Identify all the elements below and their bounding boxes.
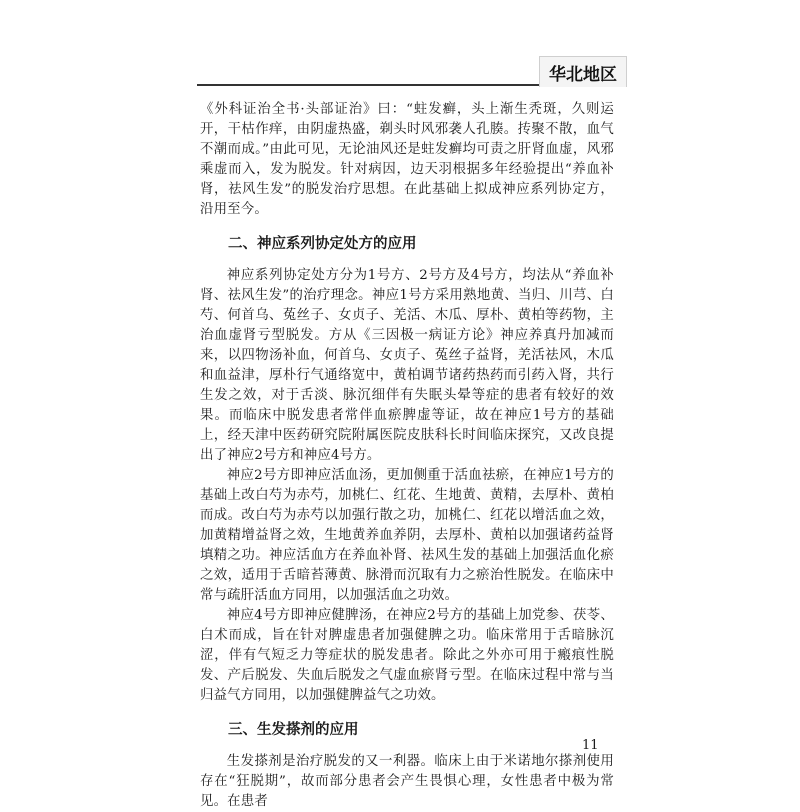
page-number: 11: [582, 738, 599, 753]
section-heading-2: 二、神应系列协定处方的应用: [228, 236, 417, 252]
section-heading-3: 三、生发搽剂的应用: [228, 722, 359, 738]
region-tag: 华北地区: [539, 56, 627, 87]
paragraph-formula-4: 神应4号方即神应健脾汤，在神应2号方的基础上加党参、茯苓、白术而成，旨在针对脾虚患者加强健脾之功。临床常用于舌暗脉沉涩，伴有气短乏力等症状的脱发患者。除此之外亦可用于瘢痕性脱发、产后脱发、失血后脱发之气虚血瘀肾亏型。在临床过程中常与当归益气方同用，以加强健脾益气之功效。: [200, 608, 614, 703]
paragraph-formula-overview: 神应系列协定处方分为1号方、2号方及4号方，均法从“养血补肾、祛风生发”的治疗理念。神应1号方采用熟地黄、当归、川芎、白芍、何首乌、菟丝子、女贞子、羌活、木瓜、厚朴、黄柏等药物，主治血虚肾亏型脱发。方从《三因极一病证方论》神应养真丹加减而来，以四物汤补血，何首乌、女贞子、菟丝子益肾，羌活祛风，木瓜和血益津，厚朴行气通络宽中，黄柏调节诸药热药而引药入肾，共行生发之效，对于舌淡、脉沉细伴有失眠头晕等症的患者有较好的效果。而临床中脱发患者常伴血瘀脾虚等证，故在神应1号方的基础上，经天津中医药研究院附属医院皮肤科长时间临床探究，又改良提出了神应2号方和神应4号方。: [200, 268, 614, 463]
running-header: [197, 58, 627, 86]
page-body: [200, 100, 614, 812]
paragraph-lotion: 生发搽剂是治疗脱发的又一利器。临床上由于米诺地尔搽剂使用存在“狂脱期”，故而部分患者会产生畏惧心理，女性患者中极为常见。在患者: [200, 754, 614, 809]
paragraph-formula-2: 神应2号方即神应活血汤，更加侧重于活血祛瘀，在神应1号方的基础上改白芍为赤芍，加桃仁、红花、生地黄、黄精，去厚朴、黄柏而成。改白芍为赤芍以加强行散之功，加桃仁、红花以增活血之效，加黄精增益肾之效，生地黄养血养阴，去厚朴、黄柏以加强诸药益肾填精之功。神应活血方在养血补肾、祛风生发的基础上加强活血化瘀之效，适用于舌暗苔薄黄、脉滑而沉取有力之瘀治性脱发。在临床中常与疏肝活血方同用，以加强活血之功效。: [200, 468, 614, 603]
paragraph-quote: 《外科证治全书·头部证治》曰：“蛀发癣，头上渐生秃斑，久则运开，干枯作痒，由阴虚热盛，剃头时风邪袭人孔腠。抟聚不散，血气不潮而成。”由此可见，无论油风还是蛀发癣均可责之肝肾血虚，风邪乘虚而入，发为脱发。针对病因，边天羽根据多年经验提出“养血补肾，祛风生发”的脱发治疗思想。在此基础上拟成神应系列协定方，沿用至今。: [200, 102, 614, 217]
